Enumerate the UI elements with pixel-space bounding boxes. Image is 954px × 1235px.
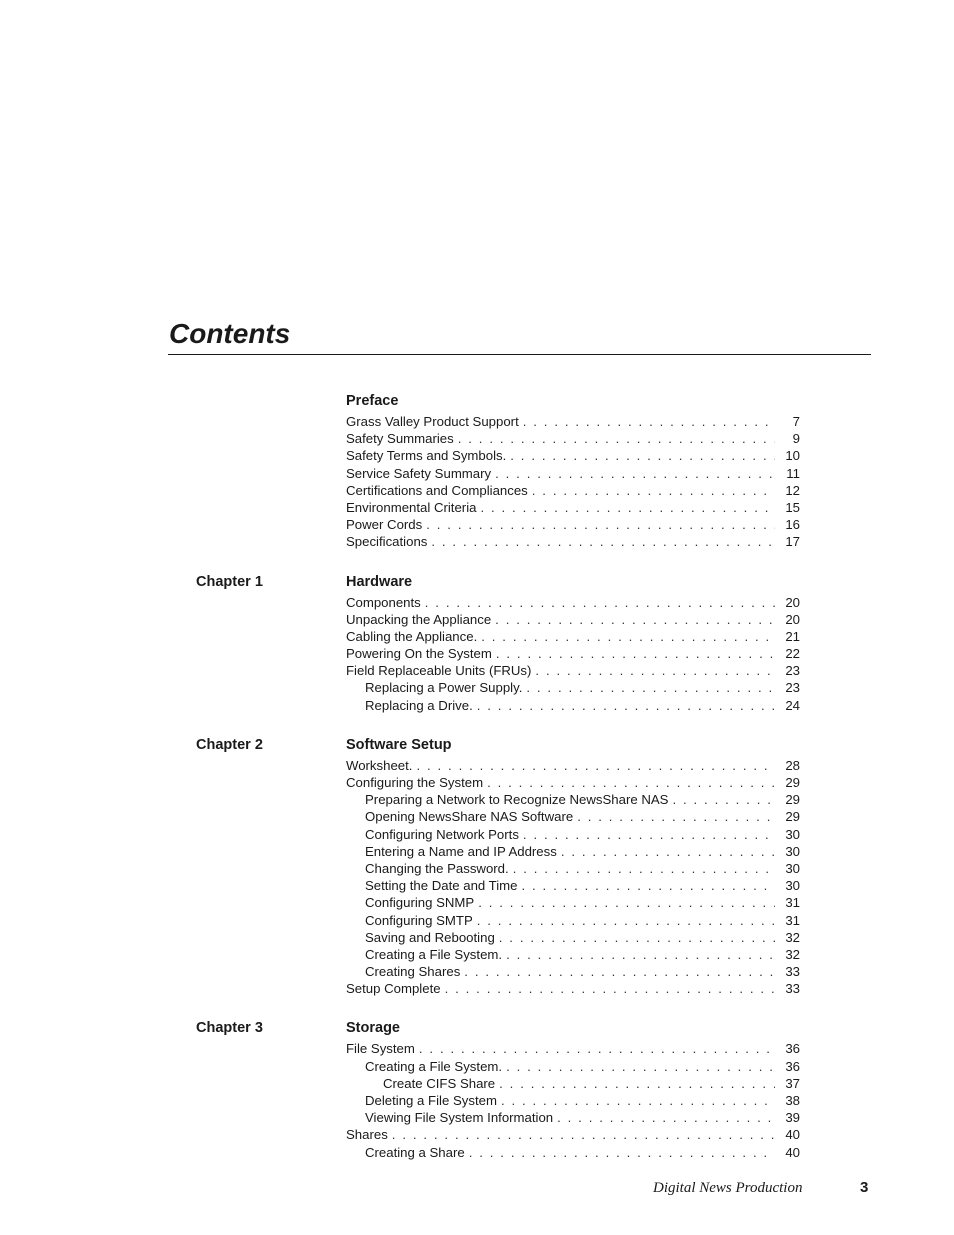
toc-entry[interactable]: [365, 1144, 800, 1161]
toc-entry-label: Safety Summaries: [346, 431, 454, 447]
dot-leader: [672, 791, 775, 808]
toc-entry-page: 39: [785, 1110, 800, 1126]
dot-leader: [477, 697, 775, 714]
dot-leader: [458, 430, 775, 447]
toc-entry-label: Certifications and Compliances: [346, 482, 528, 498]
toc-entry-page: 30: [785, 860, 800, 876]
toc-entry-label: Creating a File System.: [365, 946, 503, 962]
section-title: Hardware: [346, 573, 413, 590]
dot-leader: [392, 1126, 775, 1143]
toc-entry-label: Safety Terms and Symbols.: [346, 448, 507, 464]
dot-leader: [499, 1075, 775, 1092]
toc-entry[interactable]: [365, 843, 800, 860]
toc-entry[interactable]: [346, 594, 800, 611]
dot-leader: [477, 912, 775, 929]
dot-leader: [431, 533, 775, 550]
dot-leader: [426, 516, 775, 533]
toc-entry-label: Power Cords: [346, 517, 423, 533]
toc-entry-page: 33: [785, 964, 800, 980]
toc-entry[interactable]: [346, 1040, 800, 1057]
toc-entry-label: Saving and Rebooting: [365, 929, 495, 945]
section-title: Storage: [346, 1020, 400, 1037]
toc-entry[interactable]: [346, 628, 800, 645]
dot-leader: [561, 843, 775, 860]
toc-entry[interactable]: [365, 1109, 800, 1126]
toc-entry[interactable]: [365, 808, 800, 825]
dot-leader: [506, 946, 775, 963]
toc-entry[interactable]: [346, 413, 800, 430]
toc-entry-page: 38: [785, 1093, 800, 1108]
dot-leader: [495, 611, 775, 628]
dot-leader: [510, 447, 775, 464]
toc-entry-label: Replacing a Drive.: [365, 697, 473, 713]
toc-entry-page: 30: [785, 878, 800, 894]
toc-entry-label: Grass Valley Product Support: [346, 414, 519, 429]
chapter-label: Chapter 3: [196, 1020, 263, 1037]
toc-entry-label: Configuring SNMP: [365, 895, 475, 911]
toc-entry-label: Shares: [346, 1127, 388, 1143]
dot-leader: [526, 679, 775, 696]
toc-entry-label: Cabling the Appliance.: [346, 628, 478, 644]
dot-leader: [496, 645, 775, 662]
toc-entry-page: 33: [785, 981, 800, 997]
toc-entry-page: 21: [785, 628, 800, 644]
toc-section: [0, 735, 954, 998]
toc-entry[interactable]: [346, 774, 800, 791]
toc-entry[interactable]: [346, 645, 800, 662]
dot-leader: [464, 963, 775, 980]
toc-entry[interactable]: [365, 791, 800, 808]
dot-leader: [523, 826, 775, 843]
toc-entry-page: 23: [785, 663, 800, 679]
toc-entry-page: 17: [785, 534, 800, 550]
footer-page-number: 3: [860, 1179, 869, 1196]
dot-leader: [506, 1058, 775, 1075]
toc-entry-page: 36: [785, 1041, 800, 1057]
dot-leader: [521, 877, 775, 894]
dot-leader: [419, 1040, 775, 1057]
toc-entry-page: 31: [785, 895, 800, 911]
toc-entry-label: Setting the Date and Time: [365, 878, 518, 894]
toc-entry[interactable]: [346, 980, 800, 997]
title-divider: [168, 354, 871, 355]
toc-entry-page: 40: [785, 1144, 800, 1160]
toc-entry-label: Creating a Share: [365, 1144, 465, 1160]
toc-entry-label: Configuring the System: [346, 775, 484, 790]
toc-entry-label: Configuring Network Ports: [365, 826, 519, 842]
toc-entry[interactable]: [346, 430, 800, 447]
toc-entry[interactable]: [346, 1126, 800, 1143]
dot-leader: [425, 594, 775, 611]
toc-entry-page: 32: [785, 929, 800, 945]
toc-entry-label: Unpacking the Appliance: [346, 611, 492, 627]
toc-section: [0, 572, 954, 714]
toc-entry-label: Field Replaceable Units (FRUs): [346, 663, 532, 679]
toc-entry-label: Deleting a File System: [365, 1093, 497, 1108]
toc-entry[interactable]: [365, 826, 800, 843]
footer-document-title: Digital News Production: [653, 1180, 803, 1196]
toc-entry[interactable]: [365, 1092, 800, 1109]
toc-section: [0, 391, 954, 551]
table-of-contents: [0, 391, 954, 1182]
toc-entry[interactable]: [346, 482, 800, 499]
toc-entry-label: Environmental Criteria: [346, 499, 477, 515]
toc-entry-page: 23: [785, 680, 800, 696]
toc-entry-page: 36: [785, 1058, 800, 1074]
toc-entry-page: 32: [785, 946, 800, 962]
chapter-label: Chapter 1: [196, 573, 263, 590]
dot-leader: [535, 662, 775, 679]
toc-entry[interactable]: [346, 611, 800, 628]
toc-entry[interactable]: [346, 499, 800, 516]
toc-entry-page: 12: [785, 482, 800, 498]
dot-leader: [499, 929, 775, 946]
dot-leader: [445, 980, 775, 997]
toc-entry-label: Preparing a Network to Recognize NewsShare NAS: [365, 792, 669, 808]
toc-entry-label: Worksheet.: [346, 757, 413, 773]
toc-entry[interactable]: [365, 679, 800, 696]
toc-entry[interactable]: [346, 533, 800, 550]
toc-entry-page: 16: [785, 517, 800, 533]
dot-leader: [478, 894, 775, 911]
dot-leader: [481, 628, 775, 645]
dot-leader: [557, 1109, 775, 1126]
dot-leader: [513, 860, 775, 877]
toc-entry[interactable]: [383, 1075, 800, 1092]
toc-entry-page: 15: [785, 499, 800, 515]
toc-entry-label: Opening NewsShare NAS Software: [365, 809, 574, 825]
toc-entry-label: Service Safety Summary: [346, 465, 492, 481]
toc-entry-page: 29: [785, 775, 800, 790]
dot-leader: [495, 465, 775, 482]
toc-entry[interactable]: [346, 662, 800, 679]
toc-entry-page: 11: [786, 465, 800, 481]
toc-entry[interactable]: [365, 929, 800, 946]
dot-leader: [416, 757, 775, 774]
toc-entry-page: 7: [792, 414, 800, 429]
toc-entry-page: 20: [785, 594, 800, 610]
dot-leader: [532, 482, 775, 499]
toc-entry-label: Setup Complete: [346, 981, 441, 997]
toc-entry-label: Viewing File System Information: [365, 1110, 554, 1126]
toc-entry-label: Specifications: [346, 534, 428, 550]
toc-section: [0, 1018, 954, 1160]
toc-entry[interactable]: [365, 912, 800, 929]
toc-entry-label: Create CIFS Share: [383, 1075, 496, 1091]
toc-entry-label: Components: [346, 594, 421, 610]
dot-leader: [469, 1144, 775, 1161]
page-title: Contents: [169, 318, 291, 349]
toc-entry-label: File System: [346, 1041, 415, 1057]
dot-leader: [487, 774, 775, 791]
toc-entry[interactable]: [365, 860, 800, 877]
section-title: Preface: [346, 393, 399, 409]
toc-entry-label: Configuring SMTP: [365, 912, 473, 928]
toc-entry-page: 10: [785, 448, 800, 464]
toc-entry-page: 20: [785, 611, 800, 627]
toc-entry-page: 30: [785, 826, 800, 842]
toc-entry-page: 22: [785, 646, 800, 662]
toc-entry-label: Entering a Name and IP Address: [365, 843, 557, 859]
section-title: Software Setup: [346, 736, 452, 753]
toc-entry-label: Creating Shares: [365, 964, 461, 980]
dot-leader: [523, 413, 775, 430]
toc-entry-page: 37: [785, 1075, 800, 1091]
toc-entry[interactable]: [365, 877, 800, 894]
toc-entry-page: 30: [785, 843, 800, 859]
toc-entry-page: 29: [785, 792, 800, 808]
toc-entry[interactable]: [365, 1058, 800, 1075]
toc-entry-page: 40: [785, 1127, 800, 1143]
toc-entry[interactable]: [346, 465, 800, 482]
toc-entry-label: Creating a File System.: [365, 1058, 503, 1074]
toc-entry[interactable]: [346, 757, 800, 774]
toc-entry[interactable]: [365, 946, 800, 963]
dot-leader: [577, 808, 775, 825]
toc-entry[interactable]: [346, 516, 800, 533]
dot-leader: [480, 499, 775, 516]
toc-entry-label: Replacing a Power Supply.: [365, 680, 523, 696]
toc-entry-label: Powering On the System: [346, 646, 492, 662]
toc-entry[interactable]: [365, 894, 800, 911]
toc-entry-page: 9: [792, 431, 800, 447]
dot-leader: [501, 1092, 775, 1109]
toc-entry[interactable]: [365, 963, 800, 980]
toc-entry-page: 24: [785, 697, 800, 713]
chapter-label: Chapter 2: [196, 736, 263, 753]
toc-entry-page: 29: [785, 809, 800, 825]
toc-entry[interactable]: [346, 447, 800, 464]
toc-entry[interactable]: [365, 697, 800, 714]
toc-entry-label: Changing the Password.: [365, 860, 509, 876]
toc-entry-page: 28: [785, 757, 800, 773]
toc-entry-page: 31: [785, 912, 800, 928]
